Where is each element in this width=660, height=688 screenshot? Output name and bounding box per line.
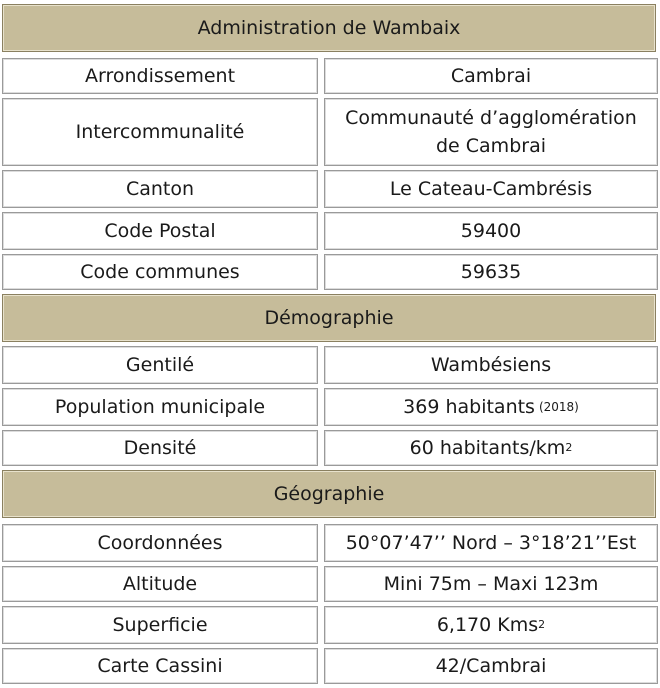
label-gentile: Gentilé (2, 346, 318, 384)
value-intercommunalite-line2: de Cambrai (435, 135, 546, 157)
label-canton: Canton (2, 170, 318, 208)
label-code-postal: Code Postal (2, 212, 318, 250)
value-canton: Le Cateau-Cambrésis (324, 170, 658, 208)
section-header-geographie: Géographie (2, 470, 656, 518)
section-header-administration: Administration de Wambaix (2, 4, 656, 52)
label-arrondissement: Arrondissement (2, 58, 318, 94)
value-superficie: 6,170 Kms 2 (324, 606, 658, 644)
value-intercommunalite (324, 98, 658, 166)
label-superficie: Superficie (2, 606, 318, 644)
label-altitude: Altitude (2, 566, 318, 602)
value-densite: 60 habitants/km 2 (324, 430, 658, 466)
value-carte-cassini: 42/Cambrai (324, 648, 658, 684)
section-header-demographie: Démographie (2, 294, 656, 342)
value-population-count: 369 habitants (403, 396, 535, 418)
value-code-postal: 59400 (324, 212, 658, 250)
label-carte-cassini: Carte Cassini (2, 648, 318, 684)
value-altitude: Mini 75m – Maxi 123m (324, 566, 658, 602)
value-densite-text: 60 habitants/km (409, 437, 566, 459)
label-population: Population municipale (2, 388, 318, 426)
value-code-communes: 59635 (324, 254, 658, 290)
value-intercommunalite-line1: Communauté d’agglomération (345, 107, 637, 129)
value-arrondissement: Cambrai (324, 58, 658, 94)
label-intercommunalite: Intercommunalité (2, 98, 318, 166)
label-code-communes: Code communes (2, 254, 318, 290)
label-densite: Densité (2, 430, 318, 466)
label-coordonnees: Coordonnées (2, 524, 318, 562)
value-coordonnees: 50°07’47’’ Nord – 3°18’21’’Est (324, 524, 658, 562)
value-population-year: (2018) (538, 400, 579, 414)
value-population (324, 388, 658, 426)
value-gentile: Wambésiens (324, 346, 658, 384)
value-superficie-text: 6,170 Kms (436, 614, 539, 636)
